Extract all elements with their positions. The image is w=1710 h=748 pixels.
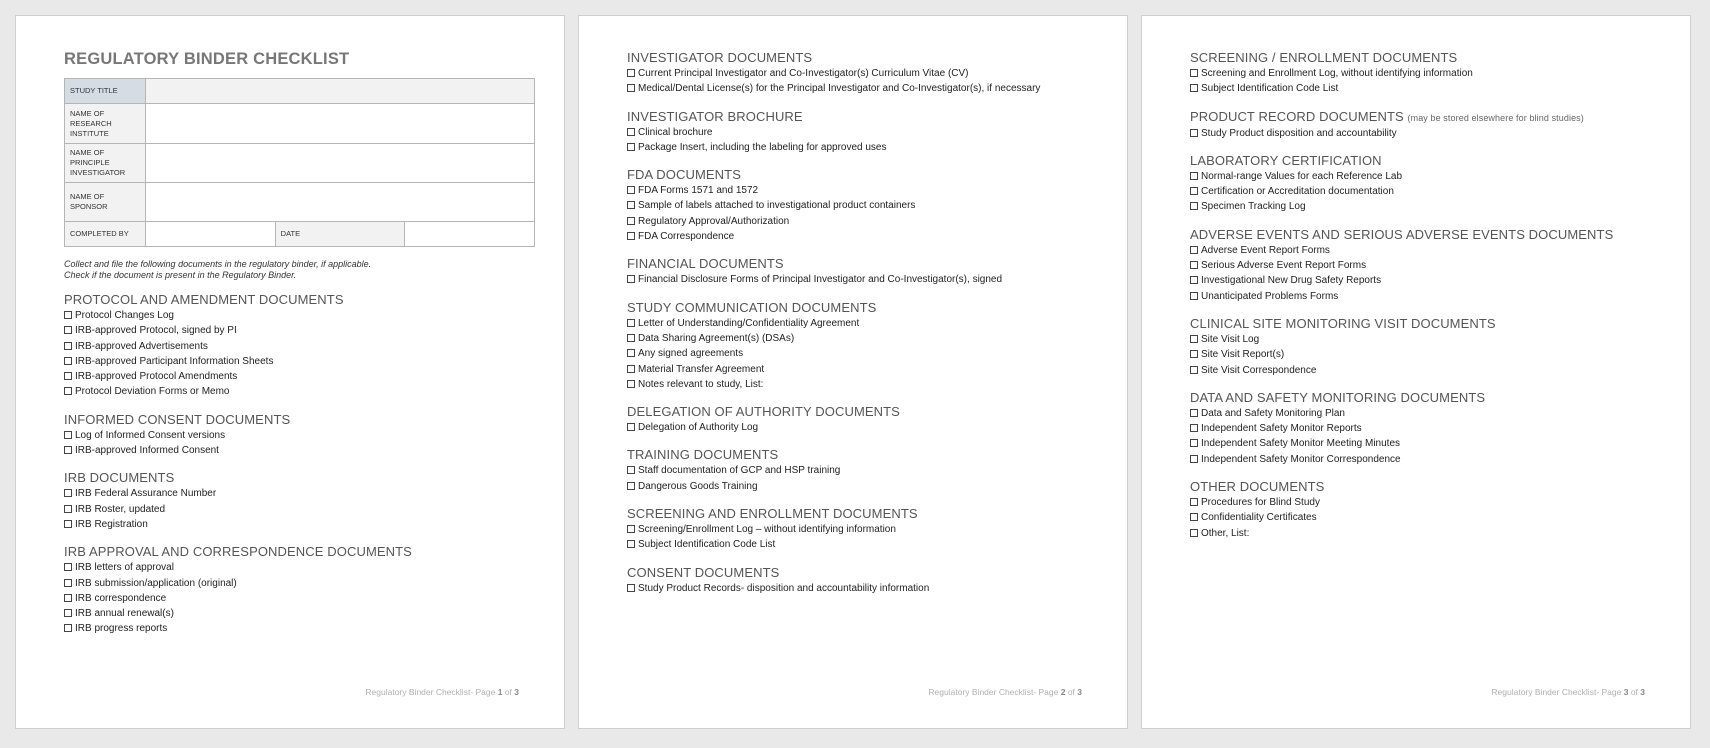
checkbox[interactable] bbox=[1190, 172, 1198, 180]
section-heading bbox=[1190, 109, 1660, 126]
checklist-section bbox=[627, 50, 1097, 97]
document-page-1 bbox=[15, 15, 565, 729]
checklist-section bbox=[1190, 479, 1660, 541]
checklist-item-label: Study Product disposition and accountability bbox=[1201, 127, 1397, 139]
section-heading bbox=[1190, 390, 1660, 406]
checklist-item-label: Package Insert, including the labeling for approved uses bbox=[638, 141, 887, 153]
section-heading bbox=[64, 412, 534, 428]
checklist-item[interactable] bbox=[627, 229, 1097, 244]
checkbox[interactable] bbox=[627, 275, 635, 283]
checkbox[interactable] bbox=[1190, 276, 1198, 284]
section-heading bbox=[627, 300, 1097, 316]
checklist-section bbox=[627, 506, 1097, 553]
research-institute-label: NAME OF RESEARCH INSTITUTE bbox=[65, 104, 146, 144]
checklist-item[interactable] bbox=[64, 443, 534, 458]
checkbox[interactable] bbox=[1190, 529, 1198, 537]
checklist-item-label: Subject Identification Code List bbox=[638, 539, 776, 551]
checklist-item[interactable] bbox=[1190, 66, 1660, 81]
section-heading-text: TRAINING DOCUMENTS bbox=[627, 447, 779, 463]
checklist-item-label: Data and Safety Monitoring Plan bbox=[1201, 407, 1345, 419]
checklist-item-label: IRB Federal Assurance Number bbox=[75, 488, 217, 500]
checklist-item-label: Data Sharing Agreement(s) (DSAs) bbox=[638, 332, 795, 344]
checkbox[interactable] bbox=[627, 217, 635, 225]
checkbox[interactable] bbox=[627, 540, 635, 548]
checklist-item[interactable] bbox=[627, 581, 1097, 596]
checkbox[interactable] bbox=[64, 563, 72, 571]
checkbox[interactable] bbox=[627, 365, 635, 373]
checklist-item[interactable] bbox=[627, 463, 1097, 478]
checkbox[interactable] bbox=[64, 489, 72, 497]
checklist-item[interactable] bbox=[1190, 406, 1660, 421]
checklist-item[interactable] bbox=[64, 323, 534, 338]
checklist-item-label: Regulatory Approval/Authorization bbox=[638, 215, 790, 227]
section-heading-text: PRODUCT RECORD DOCUMENTS bbox=[1190, 108, 1404, 124]
study-info-table bbox=[64, 78, 535, 247]
checklist-item-label: Site Visit Correspondence bbox=[1201, 364, 1317, 376]
section-heading-text: FDA DOCUMENTS bbox=[627, 167, 741, 183]
checklist-item[interactable] bbox=[64, 486, 534, 501]
checklist-section bbox=[627, 404, 1097, 435]
checkbox[interactable] bbox=[627, 584, 635, 592]
checkbox[interactable] bbox=[64, 387, 72, 395]
checkbox[interactable] bbox=[1190, 292, 1198, 300]
checklist-item-label: Serious Adverse Event Report Forms bbox=[1201, 260, 1367, 272]
checkbox[interactable] bbox=[64, 579, 72, 587]
checklist-item-label: Financial Disclosure Forms of Principal Investigator and Co-Investigator(s), signed bbox=[638, 274, 1003, 286]
checklist-item[interactable] bbox=[64, 576, 534, 591]
checklist-item-label: Independent Safety Monitor Meeting Minutes bbox=[1201, 438, 1401, 450]
section-heading-text: INVESTIGATOR BROCHURE bbox=[627, 108, 803, 124]
checkbox[interactable] bbox=[64, 311, 72, 319]
checkbox[interactable] bbox=[1190, 409, 1198, 417]
checklist-item-label: Letter of Understanding/Confidentiality Agreement bbox=[638, 317, 860, 329]
checklist-item-label: Subject Identification Code List bbox=[1201, 83, 1339, 95]
checklist-item[interactable] bbox=[1190, 347, 1660, 362]
checklist-item-label: Other, List: bbox=[1201, 527, 1250, 539]
checkbox[interactable] bbox=[64, 372, 72, 380]
checkbox[interactable] bbox=[1190, 366, 1198, 374]
checkbox[interactable] bbox=[627, 525, 635, 533]
checkbox[interactable] bbox=[1190, 498, 1198, 506]
section-heading-text: DATA AND SAFETY MONITORING DOCUMENTS bbox=[1190, 389, 1486, 405]
checklist-item-label: Adverse Event Report Forms bbox=[1201, 244, 1330, 256]
checklist-item-label: Unanticipated Problems Forms bbox=[1201, 290, 1339, 302]
checklist-item-label: Sample of labels attached to investigational product containers bbox=[638, 200, 916, 212]
checklist-section bbox=[627, 109, 1097, 156]
study-title-label: STUDY TITLE bbox=[65, 79, 146, 104]
checklist-item-label: Independent Safety Monitor Correspondence bbox=[1201, 453, 1401, 465]
checklist-item[interactable] bbox=[627, 198, 1097, 213]
section-heading bbox=[627, 109, 1097, 125]
checklist-item[interactable] bbox=[1190, 258, 1660, 273]
checkbox[interactable] bbox=[627, 186, 635, 194]
section-heading bbox=[1190, 50, 1660, 66]
checklist-item-label: Log of Informed Consent versions bbox=[75, 429, 226, 441]
section-heading bbox=[627, 256, 1097, 272]
checklist-item[interactable] bbox=[1190, 184, 1660, 199]
section-heading bbox=[627, 447, 1097, 463]
checkbox[interactable] bbox=[627, 128, 635, 136]
checklist-item[interactable] bbox=[64, 308, 534, 323]
section-heading-text: SCREENING AND ENROLLMENT DOCUMENTS bbox=[627, 506, 918, 522]
checkbox[interactable] bbox=[1190, 455, 1198, 463]
checkbox[interactable] bbox=[1190, 261, 1198, 269]
checklist-item-label: Clinical brochure bbox=[638, 126, 713, 138]
checklist-item-label: Delegation of Authority Log bbox=[638, 422, 759, 434]
checklist-item[interactable] bbox=[627, 331, 1097, 346]
checklist-item-label: Confidentiality Certificates bbox=[1201, 512, 1317, 524]
page-footer: Regulatory Binder Checklist- Page 1 of 3 bbox=[365, 687, 519, 697]
checkbox[interactable] bbox=[64, 505, 72, 513]
instructions-line-2: Check if the document is present in the Regulatory Binder. bbox=[64, 270, 297, 280]
section-heading-text: PROTOCOL AND AMENDMENT DOCUMENTS bbox=[64, 292, 344, 307]
completed-by-field[interactable] bbox=[146, 222, 276, 247]
checklist-item-label: IRB submission/application (original) bbox=[75, 577, 237, 589]
checklist-item-label: Staff documentation of GCP and HSP training bbox=[638, 465, 841, 477]
checkbox[interactable] bbox=[627, 143, 635, 151]
checklist-item-label: IRB-approved Protocol, signed by PI bbox=[75, 325, 237, 337]
checkbox[interactable] bbox=[1190, 187, 1198, 195]
checklist-item[interactable] bbox=[1190, 289, 1660, 304]
checklist-sections bbox=[1190, 50, 1660, 541]
date-label: DATE bbox=[275, 222, 405, 247]
checklist-item-label: IRB annual renewal(s) bbox=[75, 608, 174, 620]
checklist-item[interactable] bbox=[64, 560, 534, 575]
checkbox[interactable] bbox=[1190, 246, 1198, 254]
checkbox[interactable] bbox=[64, 357, 72, 365]
checklist-item[interactable] bbox=[1190, 126, 1660, 141]
checkbox[interactable] bbox=[627, 482, 635, 490]
checklist-item-label: Independent Safety Monitor Reports bbox=[1201, 423, 1362, 435]
checklist-item[interactable] bbox=[1190, 436, 1660, 451]
checklist-item-label: Screening/Enrollment Log – without identifying information bbox=[638, 524, 896, 536]
checklist-item[interactable] bbox=[627, 183, 1097, 198]
section-heading-text: FINANCIAL DOCUMENTS bbox=[627, 256, 784, 272]
checklist-item-label: IRB-approved Participant Information Sheets bbox=[75, 355, 274, 367]
page-title: REGULATORY BINDER CHECKLIST bbox=[64, 50, 350, 68]
checkbox[interactable] bbox=[627, 334, 635, 342]
section-heading bbox=[1190, 153, 1660, 169]
checklist-item[interactable] bbox=[627, 522, 1097, 537]
section-heading bbox=[64, 544, 534, 560]
section-heading-text: CLINICAL SITE MONITORING VISIT DOCUMENTS bbox=[1190, 315, 1496, 331]
checklist-item[interactable] bbox=[627, 479, 1097, 494]
checklist-section bbox=[1190, 50, 1660, 97]
checklist-item-label: IRB-approved Protocol Amendments bbox=[75, 371, 238, 383]
checklist-item[interactable] bbox=[64, 354, 534, 369]
checklist-item[interactable] bbox=[1190, 81, 1660, 96]
checklist-item-label: Protocol Deviation Forms or Memo bbox=[75, 386, 230, 398]
principle-investigator-field[interactable] bbox=[146, 144, 535, 183]
checkbox[interactable] bbox=[627, 319, 635, 327]
checklist-item[interactable] bbox=[64, 428, 534, 443]
checklist-item-label: Normal-range Values for each Reference Lab bbox=[1201, 170, 1403, 182]
checklist-item[interactable] bbox=[627, 214, 1097, 229]
checkbox[interactable] bbox=[64, 609, 72, 617]
checklist-item-label: Certification or Accreditation documentation bbox=[1201, 186, 1394, 198]
checklist-item[interactable] bbox=[627, 362, 1097, 377]
checklist-item-label: Material Transfer Agreement bbox=[638, 363, 765, 375]
checkbox[interactable] bbox=[64, 594, 72, 602]
checklist-section bbox=[627, 256, 1097, 287]
checklist-section bbox=[64, 292, 534, 400]
checklist-item[interactable] bbox=[1190, 421, 1660, 436]
checklist-item-label: Notes relevant to study, List: bbox=[638, 378, 764, 390]
checklist-item-label: Study Product Records- disposition and accountability information bbox=[638, 582, 930, 594]
checklist-item[interactable] bbox=[64, 606, 534, 621]
section-heading-text: INFORMED CONSENT DOCUMENTS bbox=[64, 411, 291, 427]
checklist-item[interactable] bbox=[1190, 273, 1660, 288]
section-heading bbox=[1190, 479, 1660, 495]
checklist-item-label: Investigational New Drug Safety Reports bbox=[1201, 275, 1382, 287]
date-field[interactable] bbox=[405, 222, 535, 247]
checkbox[interactable] bbox=[1190, 129, 1198, 137]
section-heading-text: OTHER DOCUMENTS bbox=[1190, 479, 1325, 495]
checklist-item[interactable] bbox=[64, 517, 534, 532]
checklist-item[interactable] bbox=[1190, 495, 1660, 510]
checklist-item[interactable] bbox=[64, 369, 534, 384]
section-heading-text: STUDY COMMUNICATION DOCUMENTS bbox=[627, 299, 877, 315]
checklist-item[interactable] bbox=[627, 81, 1097, 96]
checklist-item[interactable] bbox=[64, 384, 534, 399]
section-heading-text: LABORATORY CERTIFICATION bbox=[1190, 152, 1382, 168]
checklist-section bbox=[627, 447, 1097, 494]
sponsor-label: NAME OF SPONSOR bbox=[65, 183, 146, 222]
section-heading bbox=[627, 50, 1097, 66]
checkbox[interactable] bbox=[1190, 350, 1198, 358]
section-heading bbox=[627, 404, 1097, 420]
document-page-2 bbox=[578, 15, 1128, 729]
checklist-item[interactable] bbox=[64, 339, 534, 354]
checklist-item-label: FDA Correspondence bbox=[638, 231, 735, 243]
study-title-field[interactable] bbox=[146, 79, 535, 104]
checklist-section bbox=[1190, 153, 1660, 215]
checklist-section bbox=[1190, 227, 1660, 304]
section-heading-text: ADVERSE EVENTS AND SERIOUS ADVERSE EVENTS DOCUMENTS bbox=[1190, 226, 1614, 242]
checkbox[interactable] bbox=[64, 446, 72, 454]
checklist-item[interactable] bbox=[627, 125, 1097, 140]
checklist-item[interactable] bbox=[627, 272, 1097, 287]
checkbox[interactable] bbox=[627, 466, 635, 474]
checkbox[interactable] bbox=[1190, 424, 1198, 432]
checklist-item[interactable] bbox=[64, 502, 534, 517]
checklist-sections bbox=[64, 292, 534, 637]
checkbox[interactable] bbox=[64, 431, 72, 439]
checklist-section bbox=[64, 412, 534, 459]
checklist-item-label: FDA Forms 1571 and 1572 bbox=[638, 185, 759, 197]
checklist-item[interactable] bbox=[64, 621, 534, 636]
checklist-item-label: IRB correspondence bbox=[75, 592, 167, 604]
checklist-item[interactable] bbox=[1190, 199, 1660, 214]
research-institute-field[interactable] bbox=[146, 104, 535, 144]
section-heading-text: IRB DOCUMENTS bbox=[64, 470, 175, 486]
checklist-item[interactable] bbox=[64, 591, 534, 606]
checkbox[interactable] bbox=[627, 423, 635, 431]
completed-by-label: COMPLETED BY bbox=[65, 222, 146, 247]
checklist-item-label: IRB letters of approval bbox=[75, 562, 174, 574]
checklist-item[interactable] bbox=[1190, 526, 1660, 541]
checklist-section bbox=[627, 167, 1097, 244]
section-heading bbox=[1190, 227, 1660, 243]
checkbox[interactable] bbox=[64, 326, 72, 334]
checkbox[interactable] bbox=[627, 201, 635, 209]
checklist-item[interactable] bbox=[627, 316, 1097, 331]
checklist-section bbox=[627, 300, 1097, 392]
checklist-item[interactable] bbox=[1190, 452, 1660, 467]
checkbox[interactable] bbox=[627, 349, 635, 357]
section-heading-text: IRB APPROVAL AND CORRESPONDENCE DOCUMENTS bbox=[64, 544, 412, 560]
checkbox[interactable] bbox=[627, 84, 635, 92]
checklist-item[interactable] bbox=[1190, 169, 1660, 184]
checklist-item-label: Protocol Changes Log bbox=[75, 310, 174, 321]
section-heading-text: DELEGATION OF AUTHORITY DOCUMENTS bbox=[627, 404, 900, 420]
section-heading bbox=[64, 292, 534, 308]
instructions bbox=[64, 259, 534, 281]
checklist-item[interactable] bbox=[627, 66, 1097, 81]
checklist-item-label: IRB-approved Informed Consent bbox=[75, 445, 219, 457]
checklist-item-label: IRB Roster, updated bbox=[75, 503, 166, 515]
checklist-item-label: Procedures for Blind Study bbox=[1201, 497, 1320, 509]
checklist-item-label: Specimen Tracking Log bbox=[1201, 201, 1306, 213]
section-heading-text: INVESTIGATOR DOCUMENTS bbox=[627, 50, 813, 65]
checklist-item[interactable] bbox=[627, 346, 1097, 361]
page-footer: Regulatory Binder Checklist- Page 2 of 3 bbox=[928, 687, 1082, 697]
principle-investigator-label: NAME OF PRINCIPLE INVESTIGATOR bbox=[65, 144, 146, 183]
section-heading bbox=[627, 167, 1097, 183]
checkbox[interactable] bbox=[627, 69, 635, 77]
checklist-section bbox=[1190, 390, 1660, 467]
checkbox[interactable] bbox=[1190, 202, 1198, 210]
checklist-item[interactable] bbox=[1190, 332, 1660, 347]
checklist-item[interactable] bbox=[627, 140, 1097, 155]
checklist-section bbox=[1190, 109, 1660, 141]
checklist-section bbox=[1190, 316, 1660, 378]
checklist-item-label: IRB progress reports bbox=[75, 623, 168, 635]
checklist-section bbox=[64, 470, 534, 532]
section-heading-text: SCREENING / ENROLLMENT DOCUMENTS bbox=[1190, 50, 1458, 65]
checklist-item-label: Medical/Dental License(s) for the Principal Investigator and Co-Investigator(s), if necessary bbox=[638, 83, 1041, 95]
checkbox[interactable] bbox=[627, 232, 635, 240]
section-heading bbox=[627, 506, 1097, 522]
checklist-section bbox=[64, 544, 534, 636]
checkbox[interactable] bbox=[627, 380, 635, 388]
checklist-item[interactable] bbox=[1190, 510, 1660, 525]
checkbox[interactable] bbox=[64, 342, 72, 350]
checklist-item-label: Site Visit Report(s) bbox=[1201, 349, 1285, 361]
checklist-item[interactable] bbox=[627, 537, 1097, 552]
checklist-item-label: Any signed agreements bbox=[638, 348, 744, 360]
checklist-sections bbox=[627, 50, 1097, 596]
instructions-line-1: Collect and file the following documents in the regulatory binder, if applicable. bbox=[64, 259, 372, 269]
checkbox[interactable] bbox=[1190, 513, 1198, 521]
checkbox[interactable] bbox=[1190, 439, 1198, 447]
checklist-item[interactable] bbox=[627, 377, 1097, 392]
checklist-item[interactable] bbox=[1190, 363, 1660, 378]
section-heading bbox=[1190, 316, 1660, 332]
checklist-item[interactable] bbox=[1190, 243, 1660, 258]
checkbox[interactable] bbox=[1190, 335, 1198, 343]
sponsor-field[interactable] bbox=[146, 183, 535, 222]
checkbox[interactable] bbox=[1190, 84, 1198, 92]
checklist-section bbox=[627, 565, 1097, 596]
page-footer: Regulatory Binder Checklist- Page 3 of 3 bbox=[1491, 687, 1645, 697]
checkbox[interactable] bbox=[64, 520, 72, 528]
checklist-item-label: IRB-approved Advertisements bbox=[75, 340, 208, 352]
section-heading-note: (may be stored elsewhere for blind studies) bbox=[1407, 112, 1584, 123]
checklist-item-label: Screening and Enrollment Log, without identifying information bbox=[1201, 68, 1473, 79]
section-heading bbox=[64, 470, 534, 486]
section-heading-text: CONSENT DOCUMENTS bbox=[627, 564, 780, 580]
checkbox[interactable] bbox=[1190, 69, 1198, 77]
checklist-item-label: Current Principal Investigator and Co-Investigator(s) Curriculum Vitae (CV) bbox=[638, 68, 969, 79]
checklist-item-label: IRB Registration bbox=[75, 518, 148, 530]
checklist-item[interactable] bbox=[627, 420, 1097, 435]
section-heading bbox=[627, 565, 1097, 581]
checklist-item-label: Site Visit Log bbox=[1201, 333, 1260, 345]
checkbox[interactable] bbox=[64, 624, 72, 632]
checklist-item-label: Dangerous Goods Training bbox=[638, 480, 758, 492]
document-page-3 bbox=[1141, 15, 1691, 729]
